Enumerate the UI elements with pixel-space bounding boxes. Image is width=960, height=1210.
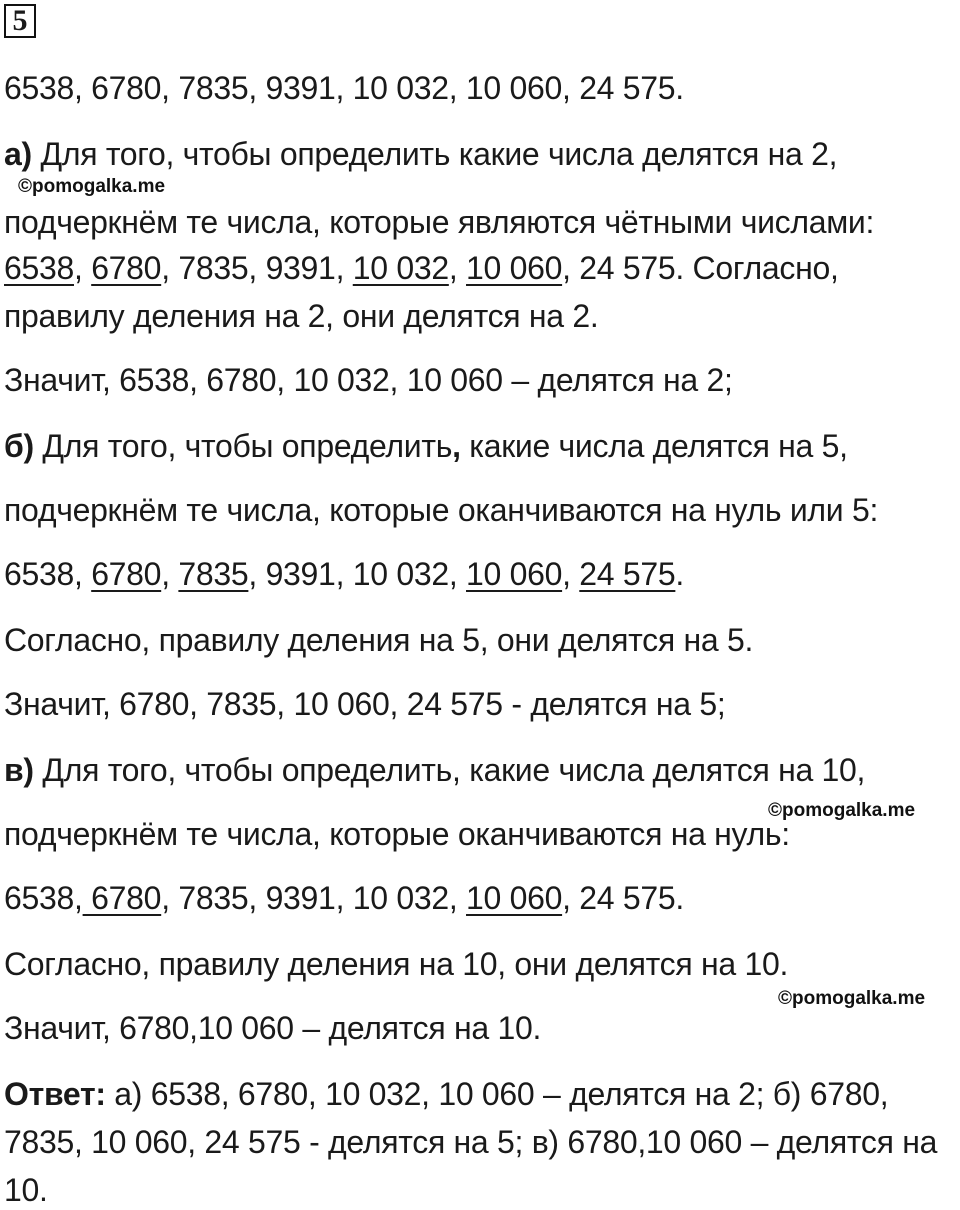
answer-line3: 10.	[4, 1172, 48, 1208]
part-b-conclusion: Значит, 6780, 7835, 10 060, 24 575 - делятся на 5;	[4, 686, 726, 722]
numbers-list: 6538, 6780, 7835, 9391, 10 032, 10 060, 24 575.	[4, 70, 684, 106]
watermark: ©pomogalka.me	[768, 800, 916, 821]
part-c-label: в)	[4, 752, 34, 788]
part-a-line3: 6538, 6780, 7835, 9391, 10 032, 10 060, 24 575. Согласно,	[4, 250, 839, 286]
part-a-conclusion: Значит, 6538, 6780, 10 032, 10 060 – делятся на 2;	[4, 362, 733, 398]
underlined-number: 10 060	[466, 250, 563, 286]
underlined-number: 6780	[91, 250, 162, 286]
part-c-line2: подчеркнём те числа, которые оканчиваются на нуль:	[4, 816, 790, 852]
task-number: 5	[4, 4, 36, 38]
part-a-label: а)	[4, 136, 32, 172]
underlined-number: 7835	[178, 556, 249, 592]
part-b-line3: 6538, 6780, 7835, 9391, 10 032, 10 060, 24 575.	[4, 556, 684, 592]
part-a-line4: правилу деления на 2, они делятся на 2.	[4, 298, 599, 334]
part-c-conclusion: Значит, 6780,10 060 – делятся на 10.	[4, 1010, 542, 1046]
part-c-line1: в) Для того, чтобы определить, какие числа делятся на 10,	[4, 752, 866, 788]
answer-line2: 7835, 10 060, 24 575 - делятся на 5; в) 6780,10 060 – делятся на	[4, 1124, 938, 1160]
part-c-line4: Согласно, правилу деления на 10, они делятся на 10.	[4, 946, 789, 982]
part-b-line1: б) Для того, чтобы определить, какие числа делятся на 5,	[4, 428, 848, 464]
answer-line1: Ответ: а) 6538, 6780, 10 032, 10 060 – делятся на 2; б) 6780,	[4, 1076, 889, 1112]
part-a-line2: подчеркнём те числа, которые являются чётными числами:	[4, 204, 875, 240]
underlined-number: 6780	[91, 556, 162, 592]
underlined-number: 10 060	[466, 880, 563, 916]
underlined-number: 24 575	[579, 556, 676, 592]
underlined-number: 6780	[82, 880, 162, 916]
part-a-line1: а) Для того, чтобы определить какие числа делятся на 2,	[4, 136, 838, 172]
part-b-line4: Согласно, правилу деления на 5, они делятся на 5.	[4, 622, 754, 658]
part-b-label: б)	[4, 428, 34, 464]
watermark: ©pomogalka.me	[18, 176, 166, 197]
watermark: ©pomogalka.me	[778, 988, 926, 1009]
part-c-line3: 6538, 6780, 7835, 9391, 10 032, 10 060, 24 575.	[4, 880, 684, 916]
underlined-number: 10 032	[352, 250, 449, 286]
answer-label: Ответ:	[4, 1076, 106, 1112]
underlined-number: 6538	[4, 250, 74, 286]
underlined-number: 10 060	[466, 556, 563, 592]
part-b-line2: подчеркнём те числа, которые оканчиваются на нуль или 5:	[4, 492, 879, 528]
